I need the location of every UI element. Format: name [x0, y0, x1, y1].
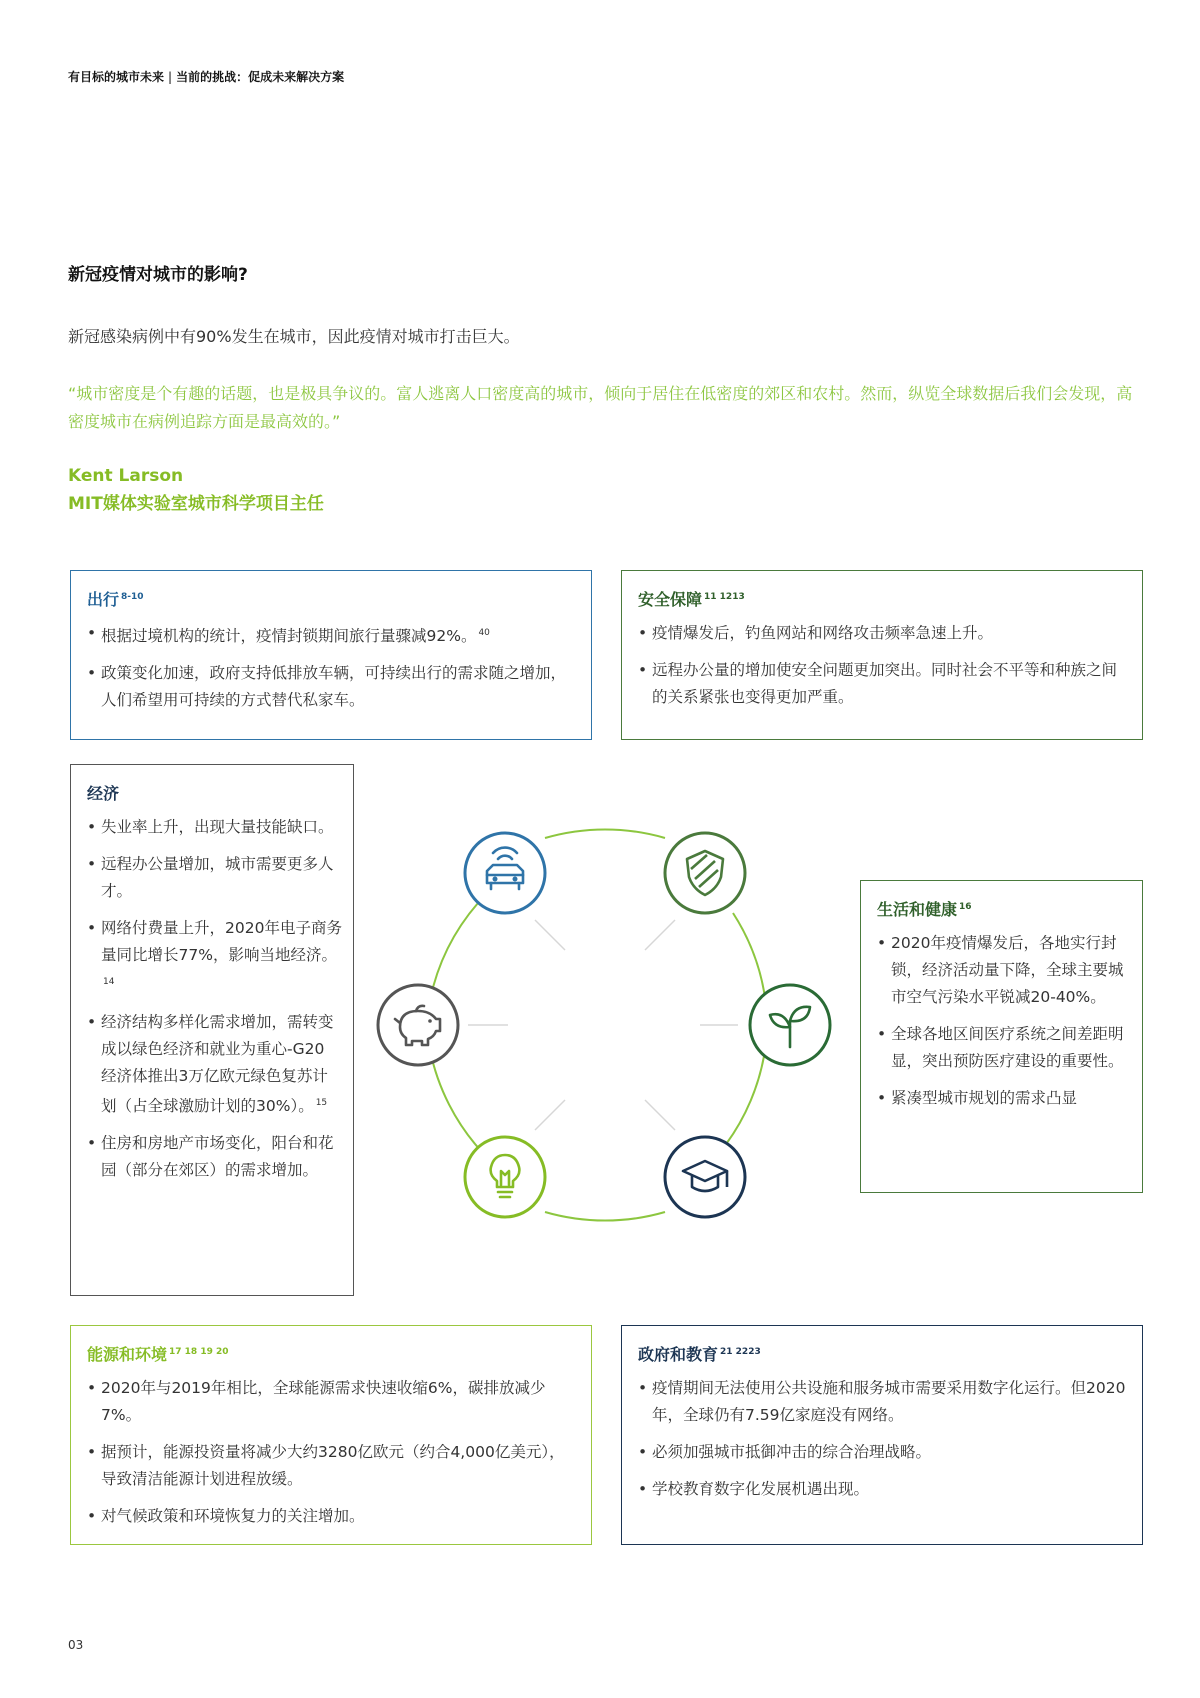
ring-arc — [430, 1050, 482, 1152]
sprout-icon — [750, 985, 830, 1065]
intro-paragraph: 新冠感染病例中有90%发生在城市，因此疫情对城市打击巨大。 — [68, 327, 520, 346]
list-item: • 必须加强城市抵御冲击的综合治理战略。 — [638, 1439, 1128, 1466]
list-item: • 远程办公量增加，城市需要更多人才。 — [87, 851, 343, 905]
list-item: • 据预计，能源投资量将减少大约3280亿欧元（约合4,000亿美元），导致清洁能源计划进程放缓。 — [87, 1439, 577, 1493]
ring-arc — [733, 913, 766, 1005]
spoke-line — [535, 1100, 565, 1130]
piggy-bank-icon — [378, 985, 458, 1065]
page-number: 03 — [68, 1638, 84, 1652]
header-subtitle: 当前的挑战：促成未来解决方案 — [176, 70, 345, 84]
pull-quote: “城市密度是个有趣的话题，也是极具争议的。富人逃离人口密度高的城市，倾向于居住在低密度的郊区和农村。然而，纵览全球数据后我们会发现，高密度城市在病例追踪方面是最高效的。” — [68, 384, 1133, 431]
quote-author — [68, 462, 324, 518]
list-item: • 失业率上升，出现大量技能缺口。 — [87, 814, 343, 841]
spoke-line — [645, 1100, 675, 1130]
list-item: • 学校教育数字化发展机遇出现。 — [638, 1476, 1128, 1503]
mobility-box — [70, 570, 592, 740]
health-title: 生活和健康 $^{16}$ — [877, 900, 972, 919]
list-item: • 住房和房地产市场变化，阳台和花园（部分在郊区）的需求增加。 — [87, 1130, 343, 1184]
car-icon — [465, 833, 545, 913]
list-item: • 紧凑型城市规划的需求凸显 — [877, 1085, 1132, 1112]
author-role: MIT媒体实验室城市科学项目主任 — [68, 494, 324, 514]
health-list — [877, 930, 1132, 1112]
lightbulb-icon — [465, 1137, 545, 1217]
government-box — [621, 1325, 1143, 1545]
economy-list — [87, 814, 343, 1184]
government-list — [638, 1375, 1128, 1503]
header-separator: | — [168, 70, 173, 84]
ring-arc — [545, 1212, 665, 1221]
section-title: 新冠疫情对城市的影响? — [68, 265, 248, 285]
list-item: • 经济结构多样化需求增加，需转变成以绿色经济和就业为重心-G20 经济体推出3万亿欧元绿色复苏计划（占全球激励计划的30%）。 $^{15}$ — [87, 1009, 343, 1120]
health-box — [860, 880, 1143, 1193]
list-item: • 2020年疫情爆发后，各地实行封锁，经济活动量下降，全球主要城市空气污染水平锐减20-40%。 — [877, 930, 1132, 1011]
mobility-list — [87, 620, 577, 714]
energy-list — [87, 1375, 577, 1530]
ring-arc — [545, 829, 665, 838]
energy-title: 能源和环境 $^{17 18 19 20}$ — [87, 1345, 229, 1364]
spoke-line — [645, 920, 675, 950]
running-header — [68, 68, 344, 85]
author-name: Kent Larson — [68, 466, 184, 486]
list-item: • 疫情爆发后，钓鱼网站和网络攻击频率急速上升。 — [638, 620, 1128, 647]
list-item: • 疫情期间无法使用公共设施和服务城市需要采用数字化运行。但2020年，全球仍有7.59亿家庭没有网络。 — [638, 1375, 1128, 1429]
header-title: 有目标的城市未来 — [68, 70, 165, 84]
ring-arc — [430, 903, 478, 1000]
list-item: • 网络付费量上升，2020年电子商务量同比增长77%，影响当地经济。$^{14}$ — [87, 915, 343, 999]
mobility-title: 出行 $^{8-10}$ — [87, 590, 144, 609]
list-item: • 全球各地区间医疗系统之间差距明显，突出预防医疗建设的重要性。 — [877, 1021, 1132, 1075]
economy-box — [70, 764, 354, 1296]
list-item: • 根据过境机构的统计，疫情封锁期间旅行量骤减92%。 $^{40}$ — [87, 620, 577, 650]
list-item: • 2020年与2019年相比，全球能源需求快速收缩6%，碳排放减少7%。 — [87, 1375, 577, 1429]
economy-title: 经济 — [87, 784, 120, 803]
government-title: 政府和教育 $^{21 2223}$ — [638, 1345, 761, 1364]
security-box — [621, 570, 1143, 740]
security-list — [638, 620, 1128, 711]
graduation-cap-icon — [665, 1137, 745, 1217]
spoke-line — [535, 920, 565, 950]
security-title: 安全保障 $^{11 1213}$ — [638, 590, 745, 609]
list-item: • 政策变化加速，政府支持低排放车辆，可持续出行的需求随之增加，人们希望用可持续的方式替代私家车。 — [87, 660, 577, 714]
shield-icon — [665, 833, 745, 913]
energy-box — [70, 1325, 592, 1545]
list-item: • 对气候政策和环境恢复力的关注增加。 — [87, 1503, 577, 1530]
ring-arc — [720, 1043, 766, 1152]
list-item: • 远程办公量的增加使安全问题更加突出。同时社会不平等和种族之间的关系紧张也变得更加严重。 — [638, 657, 1128, 711]
